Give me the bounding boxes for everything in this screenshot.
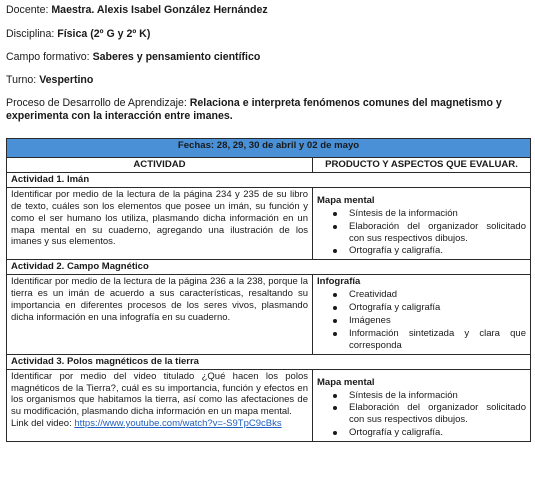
evaluation-item-text: Ortografía y caligrafía. <box>349 245 443 257</box>
bullet-icon <box>333 293 337 297</box>
evaluation-item-text: Imágenes <box>349 314 391 326</box>
product-title: Infografía <box>317 276 361 288</box>
campo-label: Campo formativo: <box>6 51 90 63</box>
evaluation-item <box>317 390 526 402</box>
bullet-icon <box>333 332 337 336</box>
docente-label: Docente: <box>6 4 49 16</box>
bullet-icon <box>333 319 337 323</box>
evaluation-item-text: Síntesis de la información <box>349 207 458 219</box>
evaluation-item-text: Ortografía y caligrafía. <box>349 427 443 439</box>
proceso-paragraph <box>6 97 530 123</box>
activity-description: Identificar por medio de la lectura de la página 234 y 235 de su libro de texto, cuáles son los elementos que posee un imán, su función y como el ser humano los utiliza, plasmando dicha información en un mapa mental en su cuaderno, agregando una ilustración de los imanes y sus elementos. <box>7 187 313 260</box>
evaluation-item <box>317 328 526 352</box>
bullet-icon <box>333 406 337 410</box>
video-link-row <box>11 418 308 430</box>
bullet-icon <box>333 225 337 229</box>
turno-value: Vespertino <box>39 74 94 86</box>
evaluation-item <box>317 402 526 426</box>
evaluation-item <box>317 302 526 314</box>
bullet-icon <box>333 306 337 310</box>
disciplina-value: Física (2º G y 2º K) <box>57 28 151 40</box>
evaluation-item-text: Ortografía y caligrafía <box>349 302 441 314</box>
evaluation-list <box>317 390 526 440</box>
product-title: Mapa mental <box>317 376 375 388</box>
activity-row <box>7 369 531 442</box>
docente-line <box>6 4 268 17</box>
activity-product <box>313 369 531 442</box>
activity-title: Actividad 1. Imán <box>7 172 531 187</box>
evaluation-item-text: Elaboración del organizador solicitado con sus respectivos dibujos. <box>349 402 526 426</box>
campo-value: Saberes y pensamiento científico <box>92 51 261 63</box>
activity-title: Actividad 2. Campo Magnético <box>7 260 531 275</box>
turno-line <box>6 74 93 87</box>
evaluation-item <box>317 221 526 245</box>
campo-line <box>6 51 260 64</box>
bullet-icon <box>333 249 337 253</box>
evaluation-item-text: Creatividad <box>349 289 398 301</box>
evaluation-list <box>317 208 526 258</box>
activity-title: Actividad 3. Polos magnéticos de la tierra <box>7 354 531 369</box>
disciplina-line <box>6 28 150 41</box>
fechas-row <box>7 139 531 158</box>
disciplina-label: Disciplina: <box>6 28 55 40</box>
activities-table <box>6 138 531 442</box>
evaluation-item-text: Información sintetizada y clara que corresponda <box>349 327 526 351</box>
column-headers-row <box>7 158 531 173</box>
evaluation-item-text: Síntesis de la información <box>349 389 458 401</box>
video-link-label: Link del video: <box>11 418 72 430</box>
product-title: Mapa mental <box>317 194 375 206</box>
evaluation-list <box>317 289 526 352</box>
proceso-label: Proceso de Desarrollo de Aprendizaje: <box>6 97 187 109</box>
column-header-actividad: ACTIVIDAD <box>7 158 313 173</box>
activity-row <box>7 275 531 354</box>
activity-title-row <box>7 260 531 275</box>
column-header-producto: PRODUCTO Y ASPECTOS QUE EVALUAR. <box>313 158 531 173</box>
activity-description: Identificar por medio de la lectura de la página 236 a la 238, porque la tierra es un imán de acuerdo a sus características, resaltando su importancia en diferentes procesos de los seres vivos, plasmando dicha información en una infografía en su cuaderno. <box>7 275 313 354</box>
evaluation-item <box>317 208 526 220</box>
evaluation-item <box>317 289 526 301</box>
bullet-icon <box>333 431 337 435</box>
evaluation-item-text: Elaboración del organizador solicitado con sus respectivos dibujos. <box>349 220 526 244</box>
activity-row <box>7 187 531 260</box>
activity-description-text: Identificar por medio del video titulado ¿Qué hacen los polos magnéticos de la Tierra?, cuál es su importancia, función y efectos en los organismos que habitamos la tierra, así como las afectaciones de su modificación, plasmando dicha información en un mapa mental. <box>11 370 308 418</box>
activity-description <box>7 369 313 442</box>
activity-product <box>313 187 531 260</box>
evaluation-item <box>317 315 526 327</box>
evaluation-item <box>317 245 526 257</box>
proceso-value: Relaciona e interpreta fenómenos comunes del magnetismo y experimenta con la interacción entre imanes. <box>6 97 502 122</box>
bullet-icon <box>333 212 337 216</box>
video-link[interactable]: https://www.youtube.com/watch?v=-S9TpC9cBks <box>74 418 282 430</box>
evaluation-item <box>317 427 526 439</box>
activity-product <box>313 275 531 354</box>
fechas-header: Fechas: 28, 29, 30 de abril y 02 de mayo <box>7 139 531 158</box>
bullet-icon <box>333 394 337 398</box>
docente-value: Maestra. Alexis Isabel González Hernández <box>51 4 268 16</box>
activity-title-row <box>7 354 531 369</box>
turno-label: Turno: <box>6 74 37 86</box>
activity-title-row <box>7 172 531 187</box>
